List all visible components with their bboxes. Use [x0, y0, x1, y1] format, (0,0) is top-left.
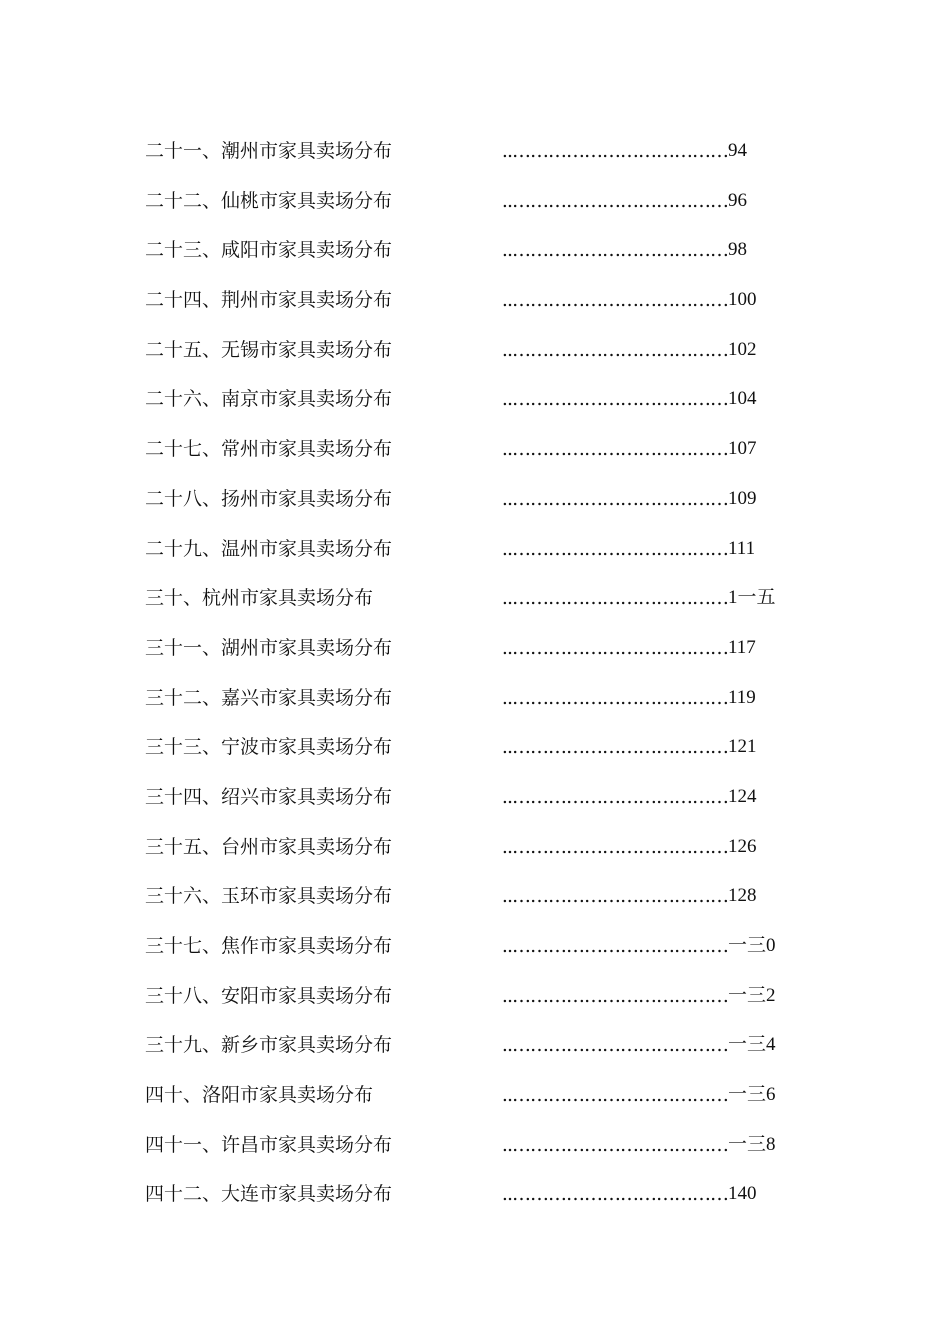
toc-page-number: 1一五: [728, 587, 776, 609]
toc-page-number: 128: [728, 885, 757, 907]
toc-page-number: 111: [728, 537, 756, 559]
toc-entry-title: 三十三、宁波市家具卖场分布: [145, 736, 393, 759]
toc-entry[interactable]: [145, 1173, 845, 1223]
toc-entry[interactable]: [145, 726, 845, 776]
toc-entry-title: 二十三、咸阳市家具卖场分布: [145, 239, 393, 262]
toc-entry[interactable]: [145, 528, 845, 578]
toc-leader-dots: ………………………………..: [501, 388, 729, 411]
toc-leader-dots: ………………………………..: [501, 140, 729, 162]
toc-entry-title: 三十六、玉环市家具卖场分布: [145, 885, 393, 908]
toc-leader-dots: ………………………………..: [501, 1183, 729, 1206]
toc-entry-title: 二十七、常州市家具卖场分布: [145, 438, 393, 461]
toc-page-number: 94: [728, 140, 748, 161]
toc-leader-dots: ………………………………..: [501, 239, 729, 262]
toc-page-number: 102: [728, 338, 757, 360]
toc-entry-title: 四十二、大连市家具卖场分布: [145, 1183, 393, 1206]
toc-entry[interactable]: [145, 1024, 845, 1074]
toc-leader-dots: ………………………………..: [501, 587, 729, 610]
toc-entry[interactable]: [145, 826, 845, 876]
toc-leader-dots: ………………………………..: [501, 885, 729, 908]
toc-entry-title: 三十四、绍兴市家具卖场分布: [145, 785, 393, 808]
toc-page-number: 一三0: [728, 935, 776, 956]
toc-page-number: 104: [728, 388, 757, 410]
toc-leader-dots: ………………………………..: [501, 1084, 729, 1107]
toc-entry[interactable]: [145, 180, 845, 230]
toc-entry-title: 四十、洛阳市家具卖场分布: [145, 1084, 374, 1107]
toc-leader-dots: ………………………………..: [501, 686, 729, 709]
toc-leader-dots: ………………………………..: [501, 537, 729, 560]
toc-leader-dots: ………………………………..: [501, 636, 729, 659]
toc-entry[interactable]: [145, 875, 845, 925]
toc-page-number: 一三4: [728, 1034, 776, 1056]
toc-page-number: 一三8: [728, 1133, 776, 1155]
toc-entry[interactable]: [145, 925, 845, 975]
toc-entry-title: 四十一、许昌市家具卖场分布: [145, 1133, 393, 1156]
toc-entry[interactable]: [145, 229, 845, 279]
toc-page-number: 117: [728, 636, 756, 658]
toc-entry-title: 三十七、焦作市家具卖场分布: [145, 935, 393, 957]
toc-entry[interactable]: [145, 677, 845, 727]
toc-entry[interactable]: [145, 428, 845, 478]
toc-page-number: 109: [728, 487, 757, 509]
toc-leader-dots: ………………………………..: [501, 984, 729, 1007]
toc-entry-title: 三十八、安阳市家具卖场分布: [145, 984, 393, 1007]
toc-entry[interactable]: [145, 776, 845, 826]
toc-leader-dots: ………………………………..: [501, 1133, 729, 1156]
toc-entry[interactable]: [145, 279, 845, 329]
toc-entry-title: 二十六、南京市家具卖场分布: [145, 388, 393, 411]
toc-leader-dots: ………………………………..: [501, 338, 729, 361]
toc-entry[interactable]: [145, 627, 845, 677]
toc-entry-title: 三十九、新乡市家具卖场分布: [145, 1034, 393, 1057]
toc-entry-title: 二十八、扬州市家具卖场分布: [145, 487, 393, 510]
toc-entry[interactable]: [145, 577, 845, 627]
toc-leader-dots: ………………………………..: [501, 835, 729, 858]
toc-entry-title: 三十一、湖州市家具卖场分布: [145, 636, 393, 659]
toc-page-number: 121: [728, 736, 757, 758]
toc-entry-title: 二十一、潮州市家具卖场分布: [145, 140, 393, 162]
toc-page-number: 98: [728, 239, 748, 261]
toc-entry[interactable]: [145, 975, 845, 1025]
toc-page-number: 124: [728, 785, 757, 807]
toc-page-number: 一三2: [728, 984, 776, 1006]
toc-entry[interactable]: [145, 378, 845, 428]
toc-entry-title: 二十五、无锡市家具卖场分布: [145, 338, 393, 361]
toc-entry[interactable]: [145, 130, 845, 180]
toc-page-number: 107: [728, 438, 757, 460]
toc-page-number: 126: [728, 835, 757, 857]
toc-leader-dots: ………………………………..: [501, 1034, 729, 1057]
toc-page-number: 140: [728, 1183, 757, 1205]
toc-leader-dots: ………………………………..: [501, 785, 729, 808]
toc-entry-title: 三十五、台州市家具卖场分布: [145, 835, 393, 858]
toc-entry-title: 二十二、仙桃市家具卖场分布: [145, 189, 393, 212]
toc-page-number: 100: [728, 289, 757, 311]
toc-leader-dots: ………………………………..: [501, 935, 729, 957]
toc-leader-dots: ………………………………..: [501, 438, 729, 461]
toc-entry-title: 二十九、温州市家具卖场分布: [145, 537, 393, 560]
toc-entry-title: 三十二、嘉兴市家具卖场分布: [145, 686, 393, 709]
toc-entry-title: 三十、杭州市家具卖场分布: [145, 587, 374, 610]
toc-page-number: 119: [728, 686, 756, 708]
toc-entry[interactable]: [145, 1124, 845, 1174]
toc-entry[interactable]: [145, 1074, 845, 1124]
toc-leader-dots: ………………………………..: [501, 289, 729, 312]
toc-page-number: 96: [728, 189, 748, 211]
toc-page-number: 一三6: [728, 1084, 776, 1106]
toc-entry[interactable]: [145, 329, 845, 379]
table-of-contents: [145, 130, 845, 1223]
toc-entry[interactable]: [145, 478, 845, 528]
toc-entry-title: 二十四、荆州市家具卖场分布: [145, 289, 393, 312]
toc-leader-dots: ………………………………..: [501, 189, 729, 212]
toc-leader-dots: ………………………………..: [501, 487, 729, 510]
toc-leader-dots: ………………………………..: [501, 736, 729, 759]
